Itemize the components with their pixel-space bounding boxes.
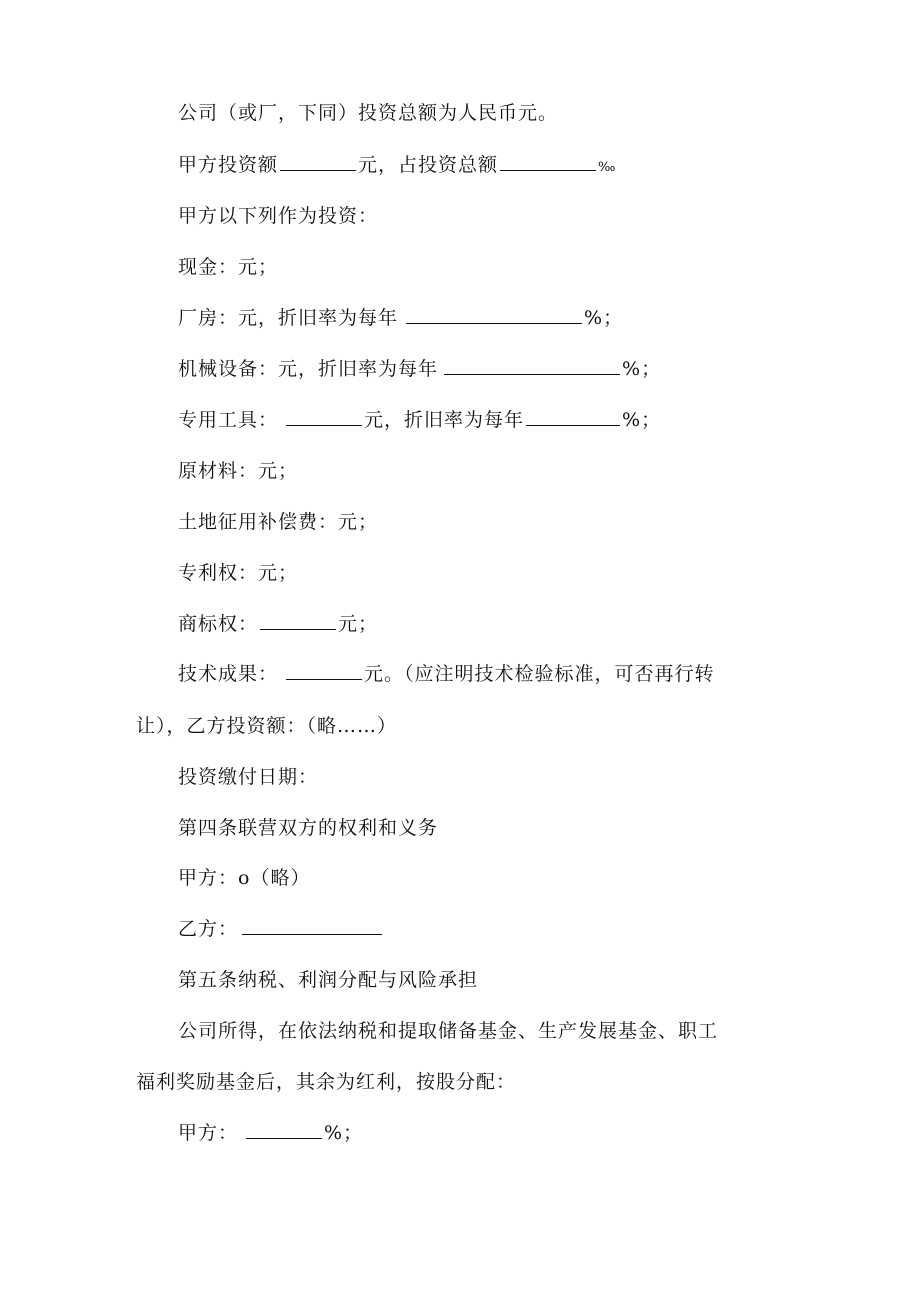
item-technology <box>178 661 715 687</box>
text: ‰ <box>598 160 616 175</box>
blank-line <box>286 407 362 426</box>
paragraph-party-a-investment <box>178 152 615 181</box>
text: 专利权：元； <box>178 562 299 584</box>
item-trademark-right <box>178 611 378 637</box>
item-special-tools <box>178 407 661 433</box>
text: 现金：元； <box>178 256 279 278</box>
text: 第五条纳税、利润分配与风险承担 <box>178 969 479 991</box>
item-land-compensation <box>178 509 378 535</box>
blank-line <box>526 407 620 426</box>
text: 乙方： <box>178 918 239 940</box>
blank-line <box>286 661 362 680</box>
item-raw-materials <box>178 458 298 484</box>
paragraph-party-b <box>178 916 384 942</box>
text: 公司（或厂，下同）投资总额为人民币元。 <box>178 102 559 124</box>
blank-line <box>246 1120 322 1139</box>
text: 元，占投资总额 <box>358 154 499 176</box>
item-machinery <box>178 356 661 382</box>
text: 让），乙方投资额：（略……） <box>136 715 398 737</box>
text: %； <box>622 409 662 431</box>
item-cash <box>178 254 278 280</box>
text: 第四条联营双方的权利和义务 <box>178 817 439 839</box>
text: 商标权： <box>178 613 259 635</box>
blank-line <box>280 152 356 171</box>
text: %； <box>584 307 624 329</box>
blank-line <box>444 356 620 375</box>
text: 元； <box>338 613 379 635</box>
text: 甲方： <box>178 1122 239 1144</box>
text: %； <box>622 358 662 380</box>
item-technology-continued <box>136 713 397 739</box>
text: 原材料：元； <box>178 460 299 482</box>
item-patent-right <box>178 560 298 586</box>
paragraph-profit-distribution-continued <box>136 1069 516 1095</box>
text: 元，折旧率为每年 <box>364 409 525 431</box>
item-factory-building <box>178 305 623 331</box>
text: 技术成果： <box>178 663 279 685</box>
text: 福利奖励基金后，其余为红利，按股分配： <box>136 1071 517 1093</box>
text: 甲方：o（略） <box>178 867 311 889</box>
article-five-heading <box>178 967 478 993</box>
text: 专用工具： <box>178 409 279 431</box>
text: 机械设备：元，折旧率为每年 <box>178 358 439 380</box>
text: 元。（应注明技术检验标准，可否再行转 <box>364 663 715 685</box>
blank-line <box>406 305 582 324</box>
paragraph-party-a <box>178 865 310 891</box>
text: 厂房：元，折旧率为每年 <box>178 307 399 329</box>
blank-line <box>500 152 596 171</box>
paragraph-profit-distribution <box>178 1018 718 1044</box>
paragraph-total-investment <box>178 100 558 126</box>
blank-line <box>260 611 336 630</box>
text: 投资缴付日期： <box>178 766 319 788</box>
paragraph-party-a-share <box>178 1120 363 1146</box>
text: 甲方投资额 <box>178 154 279 176</box>
text: 土地征用补偿费：元； <box>178 511 379 533</box>
text: 甲方以下列作为投资： <box>178 205 379 227</box>
text: %； <box>324 1122 364 1144</box>
text: 公司所得，在依法纳税和提取储备基金、生产发展基金、职工 <box>178 1020 719 1042</box>
blank-line <box>242 916 382 935</box>
article-four-heading <box>178 815 438 841</box>
paragraph-investment-list-intro <box>178 203 378 229</box>
paragraph-payment-date <box>178 764 318 790</box>
